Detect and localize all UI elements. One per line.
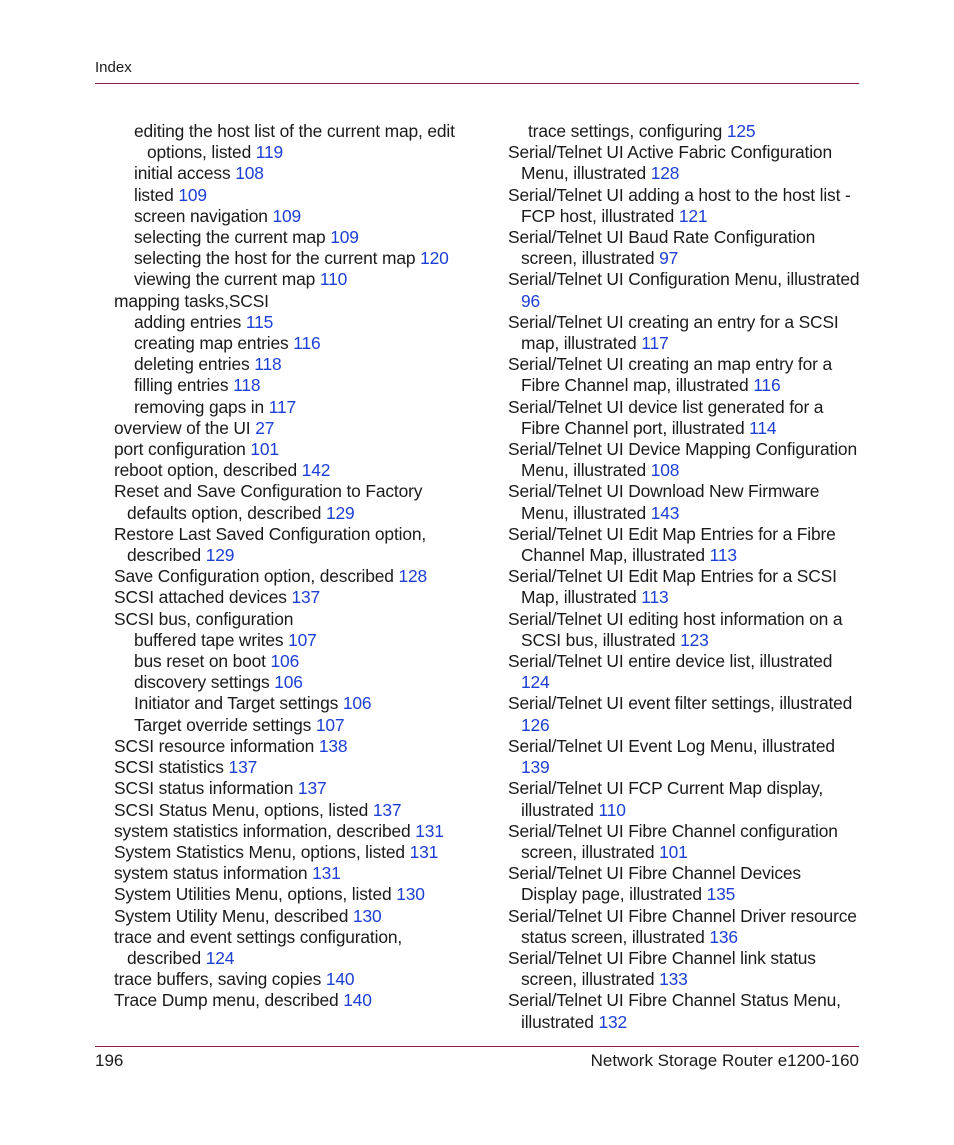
index-entry [114,842,474,863]
index-term: system statistics information, described [114,820,411,841]
index-entry [114,800,474,821]
page-link[interactable]: 128 [650,163,680,184]
index-term: System Utility Menu, described [114,905,349,926]
page-link[interactable]: 136 [709,926,738,947]
page-link[interactable]: 131 [415,820,444,841]
footer-doc-title: Network Storage Router e1200-160 [590,1051,859,1070]
index-entry [114,375,474,396]
page-link[interactable]: 125 [726,121,756,141]
index-entry [114,927,474,969]
page-link[interactable]: 108 [650,460,680,481]
index-term: Serial/Telnet UI Device Mapping Configuration Menu, illustrated [508,439,857,481]
index-entry [114,460,474,481]
index-term: Serial/Telnet UI entire device list, illustrated [508,651,833,672]
index-term: Serial/Telnet UI Fibre Channel configuration screen, illustrated [508,820,838,862]
index-entry [508,481,860,523]
index-entry [508,778,860,820]
index-term: buffered tape writes [134,629,284,650]
index-term: SCSI bus, configuration [114,608,294,629]
page-link[interactable]: 124 [521,672,550,693]
index-entry [508,312,860,354]
header-rule [95,83,859,84]
index-entry [114,248,474,269]
index-entry [508,354,860,396]
page-link[interactable]: 139 [521,757,550,778]
index-entry [114,630,474,651]
index-term: Serial/Telnet UI Configuration Menu, illustrated [508,269,860,290]
index-entry [508,736,860,778]
page-link[interactable]: 116 [753,375,781,396]
index-term: Reset and Save Configuration to Factory defaults option, described [114,481,423,523]
index-term: Serial/Telnet UI Fibre Channel Status Menu, illustrated [508,990,841,1032]
index-entry [508,121,860,142]
index-term: Serial/Telnet UI Fibre Channel Devices Display page, illustrated [508,863,801,905]
page-link[interactable]: 137 [228,757,258,778]
page-link[interactable]: 138 [318,735,348,756]
index-term: trace and event settings configuration, described [114,926,403,968]
page-link[interactable]: 108 [235,163,264,184]
index-term: Serial/Telnet UI Fibre Channel link status screen, illustrated [508,947,816,990]
index-entry [508,821,860,863]
page-link[interactable]: 109 [178,184,207,205]
page-link[interactable]: 107 [315,714,345,735]
page-link[interactable]: 116 [293,333,321,354]
index-entry [508,524,860,566]
page-link[interactable]: 109 [330,227,359,248]
index-term: selecting the current map [134,227,326,248]
index-entry [114,524,474,566]
index-entry [508,948,860,990]
index-term: Serial/Telnet UI editing host information on a SCSI bus, illustrated [508,608,843,650]
index-term: reboot option, described [114,460,297,481]
index-term: Serial/Telnet UI Baud Rate Configuration screen, illustrated [508,227,816,269]
index-term: Serial/Telnet UI creating an entry for a SCSI map, illustrated [508,311,839,354]
page-link[interactable]: 96 [521,290,541,311]
page-link[interactable]: 140 [343,990,372,1011]
page-link[interactable]: 120 [420,248,449,269]
index-term: listed [134,184,174,205]
page-link[interactable]: 140 [325,969,355,990]
index-entry [508,142,860,184]
page-link[interactable]: 133 [659,969,688,990]
index-term: screen navigation [134,205,268,226]
page-link[interactable]: 137 [297,778,327,799]
index-term: SCSI statistics [114,757,224,778]
index-term: selecting the host for the current map [134,248,416,269]
index-term: Serial/Telnet UI Download New Firmware Menu, illustrated [508,481,820,523]
index-entry [114,821,474,842]
index-entry [114,163,474,184]
index-term: creating map entries [134,333,289,354]
index-entry [114,609,474,630]
index-entry [508,439,860,481]
page-link[interactable]: 129 [325,502,355,523]
index-term: deleting entries [134,354,250,375]
page-link[interactable]: 129 [205,545,235,566]
page-link[interactable]: 128 [398,566,428,587]
page-link[interactable]: 118 [233,375,261,396]
index-entry [114,269,474,290]
index-term: Target override settings [134,714,312,735]
index-term: discovery settings [134,672,270,693]
index-entry [114,397,474,418]
index-term: Serial/Telnet UI Fibre Channel Driver resource status screen, illustrated [508,905,857,947]
index-entry [114,715,474,736]
index-term: SCSI resource information [114,735,315,756]
index-term: Serial/Telnet UI Active Fabric Configuration Menu, illustrated [508,142,832,184]
index-entry [114,863,474,884]
page-link[interactable]: 110 [598,799,626,820]
index-term: Serial/Telnet UI device list generated for a Fibre Channel port, illustrated [508,396,824,438]
index-term: Serial/Telnet UI FCP Current Map display, illustrated [508,778,824,820]
page-link[interactable]: 131 [312,863,341,884]
page-link[interactable]: 109 [272,205,302,226]
page-link[interactable]: 101 [659,841,688,862]
index-entry [508,693,860,735]
index-term: removing gaps in [134,396,265,417]
index-term: Serial/Telnet UI Event Log Menu, illustrated [508,735,835,756]
index-entry [508,227,860,269]
index-entry [114,990,474,1011]
page-link[interactable]: 124 [205,947,235,968]
index-term: Serial/Telnet UI creating an map entry for a Fibre Channel map, illustrated [508,354,832,396]
index-entry [508,863,860,905]
index-entry [114,651,474,672]
page-link[interactable]: 27 [255,417,275,438]
page-link[interactable]: 115 [245,311,274,332]
index-entry [114,566,474,587]
index-entry [508,609,860,651]
index-term: Save Configuration option, described [114,566,394,587]
index-entry [508,397,860,439]
index-entry [114,906,474,927]
page-link[interactable]: 130 [352,905,382,926]
page-number: 196 [95,1051,124,1070]
page-link[interactable]: 142 [301,460,331,481]
page-link[interactable]: 113 [641,587,669,608]
index-term: initial access [134,163,231,184]
index-term: mapping tasks,SCSI [114,290,269,311]
page-link[interactable]: 131 [409,841,439,862]
page-link[interactable]: 118 [254,354,282,375]
index-term: bus reset on boot [134,651,266,672]
page-link[interactable]: 106 [274,672,303,693]
index-term: Initiator and Target settings [134,693,339,714]
index-entry [114,884,474,905]
index-entry [114,481,474,523]
page-link[interactable]: 121 [678,205,708,226]
page-link[interactable]: 130 [396,884,425,905]
index-entry [508,651,860,693]
page-link[interactable]: 137 [291,587,321,608]
page-link[interactable]: 132 [598,1011,628,1032]
index-entry [114,757,474,778]
index-term: editing the host list of the current map, edit options, listed [134,121,455,163]
index-entry [114,439,474,460]
index-term: viewing the current map [134,269,316,290]
page-link[interactable]: 126 [521,714,550,735]
index-entry [114,121,474,163]
index-entry [114,693,474,714]
index-entry [114,312,474,333]
index-entry [114,736,474,757]
index-column-left [114,121,474,1012]
page-link[interactable]: 119 [255,142,284,163]
index-column-right [508,121,860,1033]
page-link[interactable]: 113 [709,545,737,566]
index-entry [508,906,860,948]
page-link[interactable]: 106 [342,693,372,714]
index-term: SCSI status information [114,778,294,799]
index-entry [114,185,474,206]
index-term: System Statistics Menu, options, listed [114,841,405,862]
index-term: adding entries [134,311,242,332]
index-term: Restore Last Saved Configuration option, described [114,523,427,566]
index-entry [114,354,474,375]
page-link[interactable]: 110 [319,269,348,290]
page-link[interactable]: 101 [250,439,279,460]
index-term: trace settings, configuring [528,121,723,141]
index-entry [114,291,474,312]
page-link[interactable]: 135 [706,884,736,905]
page-link[interactable]: 137 [372,799,402,820]
index-entry [114,672,474,693]
index-term: Serial/Telnet UI Edit Map Entries for a Fibre Channel Map, illustrated [508,523,836,566]
index-term: System Utilities Menu, options, listed [114,884,392,905]
index-term: Serial/Telnet UI Edit Map Entries for a SCSI Map, illustrated [508,566,837,608]
footer-rule [95,1046,859,1047]
index-entry [114,333,474,354]
index-entry [508,269,860,311]
index-entry [508,185,860,227]
page-link[interactable]: 143 [650,502,680,523]
index-entry [114,969,474,990]
index-term: SCSI attached devices [114,587,287,608]
index-term: filling entries [134,375,229,396]
index-term: trace buffers, saving copies [114,969,322,990]
index-term: Serial/Telnet UI event filter settings, illustrated [508,693,853,714]
index-entry [114,418,474,439]
index-term: overview of the UI [114,417,251,438]
index-term: Trace Dump menu, described [114,990,339,1011]
index-entry [508,566,860,608]
index-term: port configuration [114,439,246,460]
page-link[interactable]: 123 [680,629,709,650]
index-entry [114,206,474,227]
page-link[interactable]: 117 [641,333,669,354]
index-entry [508,990,860,1032]
index-entry [114,778,474,799]
running-header: Index [95,59,132,76]
page-link[interactable]: 97 [659,248,679,269]
index-term: system status information [114,863,308,884]
index-term: SCSI Status Menu, options, listed [114,799,369,820]
index-entry [114,227,474,248]
page-link[interactable]: 106 [270,651,300,672]
page-link[interactable]: 114 [749,417,777,438]
index-entry [114,587,474,608]
page-link[interactable]: 107 [288,629,317,650]
index-term: Serial/Telnet UI adding a host to the host list - FCP host, illustrated [508,184,851,226]
page-link[interactable]: 117 [268,396,297,417]
